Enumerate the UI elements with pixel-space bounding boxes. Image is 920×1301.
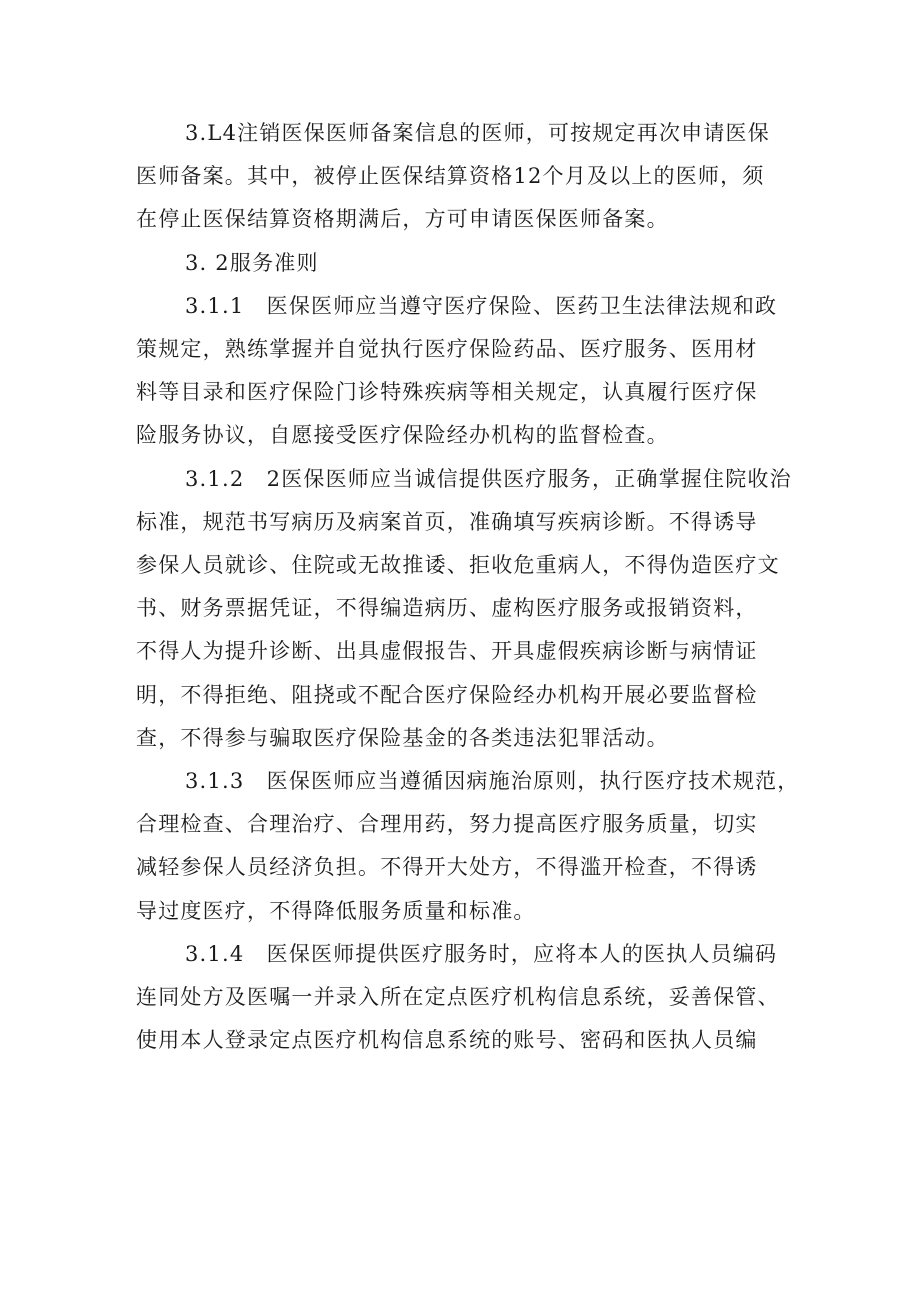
text-line: 3. 2服务准则 [185, 250, 319, 275]
text-line: 标准，规范书写病历及病案首页，准确填写疾病诊断。不得诱导 [136, 509, 758, 534]
text-line: 策规定，熟练掌握并自觉执行医疗保险药品、医疗服务、医用材 [136, 337, 758, 362]
text-line: 3.1.3 医保医师应当遵循因病施治原则，执行医疗技术规范， [185, 769, 800, 794]
text-line: 3.1.4 医保医师提供医疗服务时，应将本人的医执人员编码 [185, 941, 778, 966]
text-line: 料等目录和医疗保险门诊特殊疾病等相关规定，认真履行医疗保 [136, 380, 758, 405]
text-line: 导过度医疗，不得降低服务质量和标准。 [136, 898, 536, 923]
paragraph-3-1-3 [136, 760, 800, 933]
text-line: 减轻参保人员经济负担。不得开大处方，不得滥开检查，不得诱 [136, 855, 758, 880]
text-line: 书、财务票据凭证，不得编造病历、虚构医疗服务或报销资料， [136, 596, 758, 621]
text-line: 使用本人登录定点医疗机构信息系统的账号、密码和医执人员编 [136, 1028, 758, 1053]
paragraph-3-1-4-deregistration [136, 112, 790, 242]
text-line: 3.1.1 医保医师应当遵守医疗保险、医药卫生法律法规和政 [185, 293, 778, 318]
text-line: 合理检查、合理治疗、合理用药，努力提高医疗服务质量，切实 [136, 812, 758, 837]
text-line: 险服务协议，自愿接受医疗保险经办机构的监督检查。 [136, 423, 669, 448]
text-line: 3.L4注销医保医师备案信息的医师，可按规定再次申请医保 [185, 121, 770, 145]
text-line: 医师备案。其中，被停止医保结算资格12个月及以上的医师，须 [136, 164, 765, 189]
text-line: 明，不得拒绝、阻挠或不配合医疗保险经办机构开展必要监督检 [136, 682, 758, 707]
text-line: 连同处方及医嘱一并录入所在定点医疗机构信息系统，妥善保管、 [136, 985, 780, 1010]
document-body [136, 112, 800, 1062]
text-line: 查，不得参与骗取医疗保险基金的各类违法犯罪活动。 [136, 725, 669, 750]
paragraph-3-1-1 [136, 285, 790, 458]
text-line: 3.1.2 2医保医师应当诚信提供医疗服务，正确掌握住院收治 [185, 466, 792, 491]
text-line: 参保人员就诊、住院或无故推诿、拒收危重病人，不得伪造医疗文 [136, 553, 780, 578]
section-heading-3-2 [136, 242, 790, 285]
paragraph-3-1-2 [136, 458, 790, 760]
paragraph-3-1-4 [136, 933, 790, 1063]
text-line: 在停止医保结算资格期满后，方可申请医保医师备案。 [136, 207, 669, 232]
text-line: 不得人为提升诊断、出具虚假报告、开具虚假疾病诊断与病情证 [136, 639, 758, 664]
